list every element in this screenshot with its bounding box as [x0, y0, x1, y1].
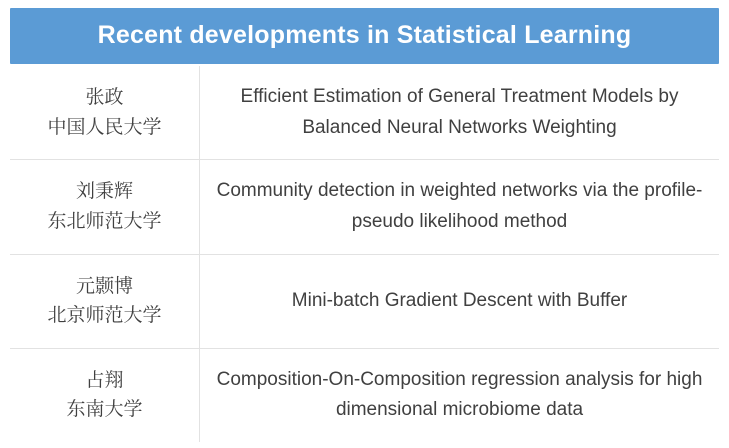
- table-row: [10, 160, 719, 254]
- talk-title-cell: [200, 255, 719, 348]
- speaker-name: 元颢博: [75, 275, 133, 297]
- speaker-name: 刘秉辉: [75, 181, 133, 203]
- speaker-affiliation: 中国人民大学: [47, 116, 162, 138]
- talk-title: Composition-On-Composition regression analysis for high dimensional microbiome data: [216, 368, 703, 421]
- speaker-affiliation: 东南大学: [66, 399, 143, 421]
- table-row: [10, 66, 719, 160]
- talk-title-cell: [200, 349, 719, 442]
- talk-title: Efficient Estimation of General Treatment Models by Balanced Neural Networks Weighting: [240, 86, 679, 138]
- table-row: [10, 349, 719, 442]
- talk-title-cell: [200, 160, 719, 253]
- table-row: [10, 255, 719, 349]
- speaker-cell: [10, 66, 200, 159]
- speaker-cell: [10, 160, 200, 253]
- talks-table: [10, 66, 719, 442]
- talk-title: Mini-batch Gradient Descent with Buffer: [291, 289, 628, 311]
- talk-title: Community detection in weighted networks via the profile-pseudo likelihood method: [216, 180, 703, 232]
- speaker-cell: [10, 255, 200, 348]
- speaker-cell: [10, 349, 200, 442]
- talk-title-cell: [200, 66, 719, 159]
- speaker-affiliation: 东北师范大学: [47, 210, 162, 232]
- speaker-affiliation: 北京师范大学: [47, 305, 162, 327]
- speaker-name: 张政: [85, 87, 124, 109]
- speaker-name: 占翔: [85, 369, 124, 391]
- page-title: Recent developments in Statistical Learning: [10, 8, 719, 64]
